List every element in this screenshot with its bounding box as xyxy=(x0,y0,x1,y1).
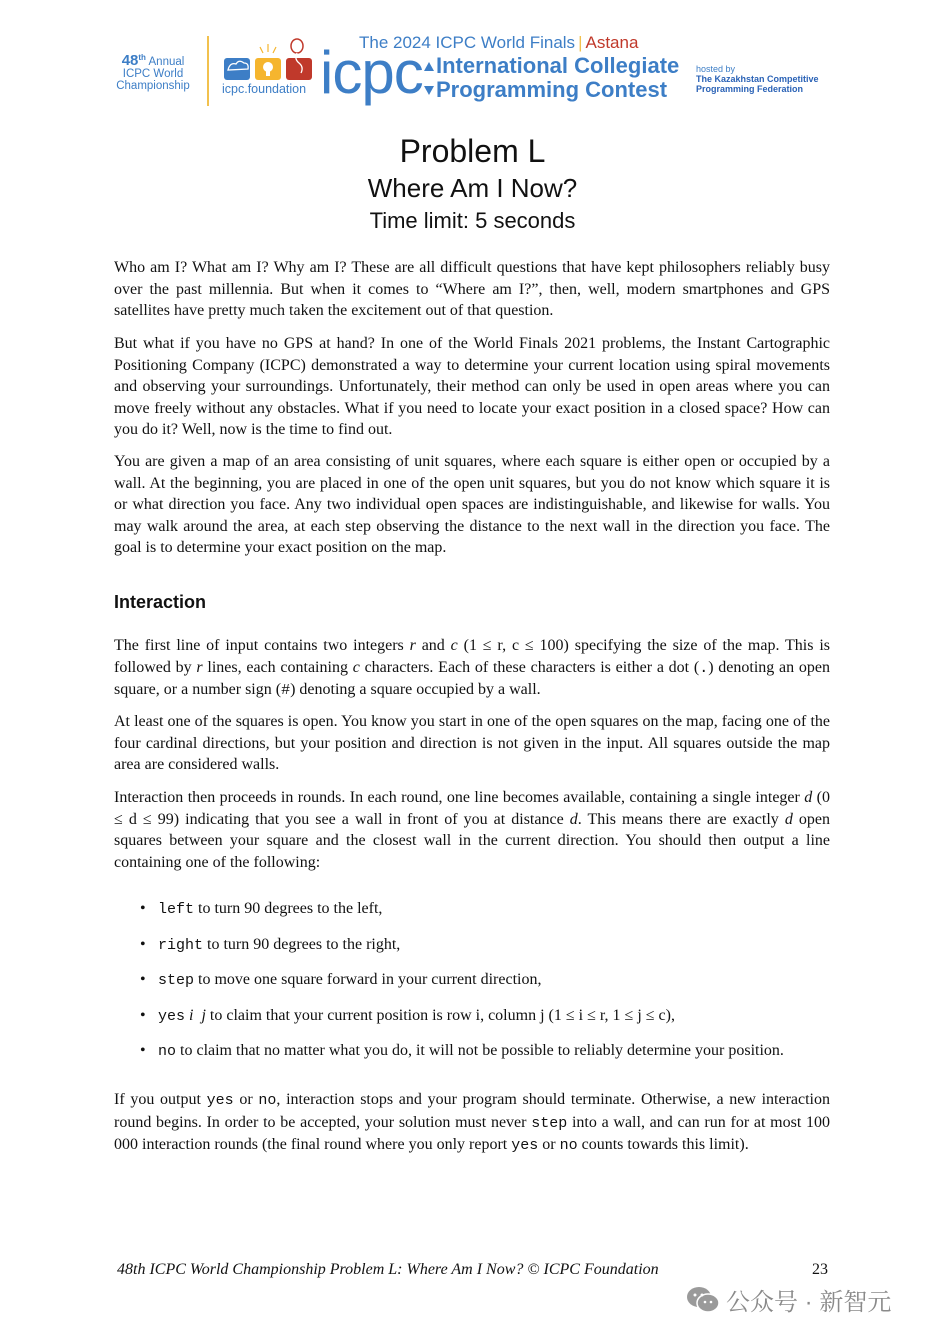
hosted-by-label: hosted by xyxy=(696,64,736,74)
constraint-d: (0 ≤ d ≤ 99) xyxy=(114,789,830,828)
text: indicating that you see a wall in front of you at distance xyxy=(179,810,570,828)
text: or xyxy=(233,1091,259,1108)
intro-paragraph-1 xyxy=(114,257,830,322)
annual-line3: Championship xyxy=(116,79,190,92)
var-d: d xyxy=(804,789,813,806)
intro-p2-text: But what if you have no GPS at hand? In one of the World Finals 2021 problems, the Instant Cartographic Positioning Company (ICPC) demonstrated a way to determine your current location using spiral movements and observing your surroundings. Unfortunately, their method can only be used in open areas where you can move freely without any obstacles. What if you need to locate your exact position in a closed space? How can you do it? Well, now is the time to find out. xyxy=(114,335,830,439)
contest-name-line2: Programming Contest xyxy=(436,77,668,102)
watermark xyxy=(686,1282,891,1317)
section-heading-interaction: Interaction xyxy=(114,592,207,612)
code-hash: # xyxy=(281,682,291,700)
foundation-logo-icon xyxy=(222,38,314,82)
interaction-paragraph-1 xyxy=(114,635,830,702)
annual-line2: ICPC World xyxy=(122,67,184,80)
command-list xyxy=(140,898,840,1076)
text: counts towards this limit). xyxy=(577,1136,749,1154)
host-org-line1: The Kazakhstan Competitive xyxy=(696,74,819,84)
problem-title: Where Am I Now? xyxy=(367,173,578,203)
page-footer: 48th ICPC World Championship Problem L: Where Am I Now? © ICPC Foundation xyxy=(117,1261,659,1278)
intro-p1-text: Who am I? What am I? Why am I? These are all difficult questions that have kept philosophers reliably busy over the past millennia. But when it comes to “Where am I?”, then, well, modern smartphones and GPS satellites have pretty much taken the excitement out of that question. xyxy=(114,259,830,320)
code-yes: yes xyxy=(206,1092,234,1109)
text: , interaction stops and your program should terminate. Otherwise, a new interaction round begins. In order to be accepted, your solution must never xyxy=(114,1091,830,1131)
intro-p3-text: You are given a map of an area consisting of unit squares, where each square is either open or occupied by a wall. At the beginning, you are placed in one of the open unit squares, but you do not know which square it is or what direction you face. Any two individual open spaces are indistinguishable, and likewise for walls. You may walk around the area, at each step observing the distance to the next wall in the direction you face. The goal is to determine your exact position on the map. xyxy=(114,453,830,557)
var-d: d xyxy=(569,810,578,828)
list-item-left xyxy=(140,898,840,934)
interaction-paragraph-4 xyxy=(114,1089,830,1157)
text: ) denoting an open square, or a number sign ( xyxy=(114,658,831,699)
intro-paragraph-2 xyxy=(114,333,830,441)
contest-name xyxy=(436,54,679,102)
triangle-down-icon xyxy=(424,86,434,95)
text: lines, each containing xyxy=(202,658,353,676)
var-r: r xyxy=(409,637,416,654)
text: ) denoting a square occupied by a wall. xyxy=(290,681,541,699)
annual-number: 48 xyxy=(121,51,139,69)
annual-championship-label xyxy=(112,52,194,92)
watermark-text: 公众号 · 新智元 xyxy=(726,1289,892,1316)
text: . This means there are exactly xyxy=(577,810,785,828)
list-item-yes xyxy=(140,1005,840,1041)
var-d: d xyxy=(784,810,793,828)
foundation-label: icpc.foundation xyxy=(222,82,307,96)
code-no: no xyxy=(158,1043,177,1061)
text: If you output xyxy=(114,1091,207,1108)
host-org-line2: Programming Federation xyxy=(696,84,804,94)
triangle-up-icon xyxy=(424,62,434,71)
constraint-rc: (1 ≤ r, c ≤ 100) xyxy=(457,637,569,654)
code-step: step xyxy=(158,972,195,990)
text: The first line of input contains two integers xyxy=(114,637,410,654)
text: open squares between your square and the closest wall in the current direction. You should then output a line containing one of the following: xyxy=(114,810,831,871)
text: specifying the size of the map. This is followed by xyxy=(114,637,831,676)
problem-label: Problem L xyxy=(399,133,546,169)
text: into a wall, and can run for at most 100 000 interaction rounds (the final round where you only report xyxy=(114,1113,830,1154)
list-item-right xyxy=(140,934,840,970)
list-item-text: to claim that no matter what you do, it will not be possible to reliably determine your position. xyxy=(176,1042,784,1060)
interaction-paragraph-2 xyxy=(114,711,830,776)
header-divider xyxy=(207,36,209,106)
var-r: r xyxy=(196,658,203,676)
interaction-paragraph-3 xyxy=(114,787,830,873)
annual-suffix: th xyxy=(138,53,146,62)
code-dot: . xyxy=(699,659,709,677)
code-no: no xyxy=(258,1092,277,1109)
code-yes: yes xyxy=(158,1007,186,1025)
text: characters. Each of these characters is either a dot ( xyxy=(359,658,700,676)
hosted-by-block xyxy=(696,64,819,94)
contest-name-line1: International Collegiate xyxy=(436,53,680,78)
code-right: right xyxy=(158,936,204,954)
var-c: c xyxy=(450,637,458,654)
intro-paragraph-3 xyxy=(114,451,830,559)
code-yes: yes xyxy=(511,1137,539,1155)
text: and xyxy=(415,637,451,654)
list-item-text: to turn 90 degrees to the right, xyxy=(203,935,401,953)
var-c: c xyxy=(352,658,360,676)
code-step: step xyxy=(531,1114,568,1132)
list-item-no xyxy=(140,1040,840,1076)
world-finals-title: The 2024 ICPC World Finals xyxy=(359,33,576,52)
list-item-step xyxy=(140,969,840,1005)
annual-word: Annual xyxy=(148,55,185,68)
text: Interaction then proceeds in rounds. In each round, one line becomes available, containing a single integer xyxy=(114,789,805,806)
list-item-text: to turn 90 degrees to the left, xyxy=(194,900,383,917)
list-item-text: to move one square forward in your current direction, xyxy=(194,971,542,989)
text: or xyxy=(538,1136,560,1154)
args-i-j: i j xyxy=(185,1006,206,1024)
host-city: Astana xyxy=(585,33,639,52)
page-number: 23 xyxy=(812,1261,828,1278)
code-left: left xyxy=(158,901,195,918)
icpc-logo-text: icpc xyxy=(320,39,423,106)
world-finals-line xyxy=(359,33,638,53)
wechat-icon xyxy=(686,1286,720,1314)
title-separator: | xyxy=(578,33,583,52)
interaction-p2-text: At least one of the squares is open. You know you start in one of the open squares on the map, facing one of the four cardinal directions, but your position and direction is not given in the input. All squares outside the map area are considered walls. xyxy=(114,713,830,774)
list-item-text: to claim that your current position is row i, column j (1 ≤ i ≤ r, 1 ≤ j ≤ c), xyxy=(205,1006,675,1024)
code-no: no xyxy=(559,1137,578,1155)
time-limit: Time limit: 5 seconds xyxy=(369,208,576,233)
